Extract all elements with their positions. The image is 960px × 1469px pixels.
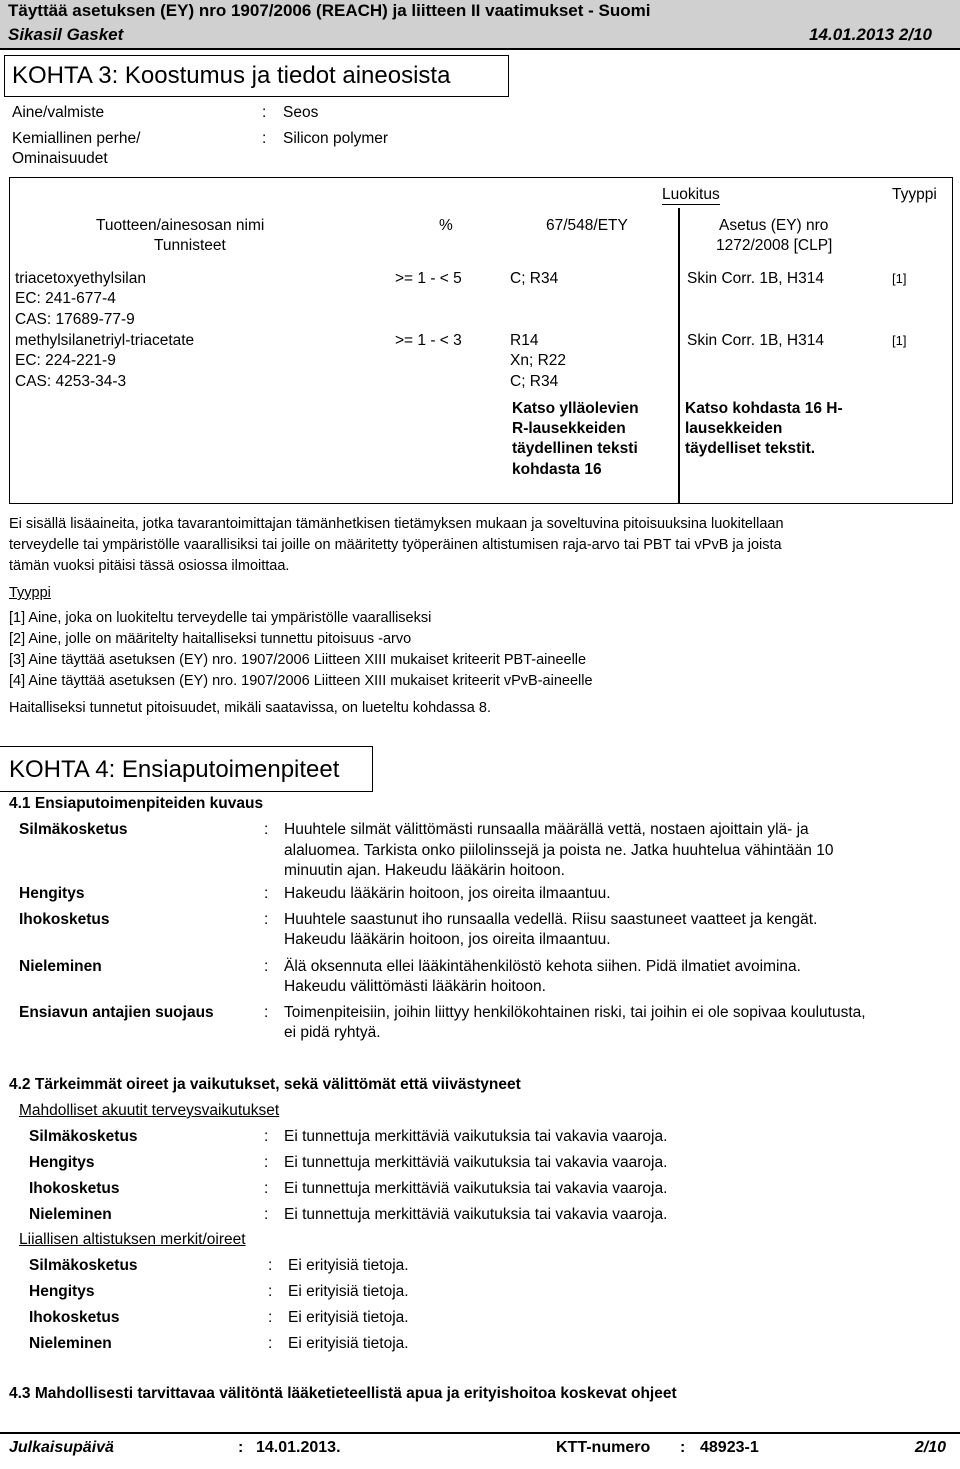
footer-colon: : — [680, 1439, 686, 1456]
col-header-clp: Asetus (EY) nro — [719, 217, 829, 234]
footer-ktt-label: KTT-numero — [556, 1439, 651, 1456]
footer-ktt-value: 48923-1 — [700, 1439, 759, 1456]
measure-label: Ensiavun antajien suojaus — [19, 1004, 214, 1021]
substance-ec: EC: 241-677-4 — [15, 290, 116, 307]
measure-text: Hakeudu välittömästi lääkärin hoitoon. — [284, 978, 546, 995]
measure-text: Hakeudu lääkärin hoitoon, jos oireita ilmaantuu. — [284, 931, 611, 948]
table-divider — [678, 208, 680, 503]
note-67-548: kohdasta 16 — [512, 461, 602, 478]
section3-heading: KOHTA 3: Koostumus ja tiedot aineosista — [12, 62, 451, 89]
substance-name: methylsilanetriyl-triacetate — [15, 332, 195, 349]
substance-r-phrase: R14 — [510, 332, 539, 349]
measure-colon: : — [264, 1004, 269, 1021]
overexposure-label: Silmäkosketus — [29, 1257, 138, 1274]
acute-label: Hengitys — [29, 1154, 95, 1171]
limits-note: Haitalliseksi tunnetut pitoisuudet, mikäli saatavissa, on lueteltu kohdassa 8. — [9, 700, 491, 716]
measure-text: Älä oksennuta ellei lääkintähenkilöstö kehota siihen. Pidä ilmatiet avoimina. — [284, 958, 801, 975]
substance-clp: Skin Corr. 1B, H314 — [687, 270, 824, 287]
substance-name: triacetoxyethylsilan — [15, 270, 146, 287]
acute-label: Silmäkosketus — [29, 1128, 138, 1145]
substance-ec: EC: 224-221-9 — [15, 352, 116, 369]
measure-text: Hakeudu lääkärin hoitoon, jos oireita ilmaantuu. — [284, 885, 611, 902]
subsection-4-3: 4.3 Mahdollisesti tarvittavaa välitöntä lääketieteellistä apua ja erityishoitoa koskevat ohjeet — [9, 1385, 677, 1402]
substance-cas: CAS: 17689-77-9 — [15, 311, 135, 328]
acute-label: Nieleminen — [29, 1206, 112, 1223]
measure-text: minuutin ajan. Hakeudu lääkärin hoitoon. — [284, 862, 565, 879]
measure-label: Ihokosketus — [19, 911, 110, 928]
measure-text: Toimenpiteisiin, joihin liittyy henkilökohtainen riski, tai joihin ei ole sopivaa koulutusta, — [284, 1004, 866, 1021]
field-colon: : — [262, 130, 267, 147]
type-item: [3] Aine täyttää asetuksen (EY) nro. 1907/2006 Liitteen XIII mukaiset kriteerit PBT-aineelle — [9, 652, 587, 668]
field-label-line2: Ominaisuudet — [12, 150, 108, 167]
overexposure-value: Ei erityisiä tietoja. — [288, 1309, 409, 1326]
measure-colon: : — [264, 958, 269, 975]
product-name: Sikasil Gasket — [8, 25, 124, 44]
overexposure-colon: : — [268, 1283, 273, 1300]
section4-heading: KOHTA 4: Ensiaputoimenpiteet — [9, 756, 340, 783]
footer-pub-label: Julkaisupäivä — [9, 1439, 114, 1456]
acute-value: Ei tunnettuja merkittäviä vaikutuksia tai vakavia vaaroja. — [284, 1154, 668, 1171]
measure-text: Huuhtele saastunut iho runsaalla vedellä. Riisu saastuneet vaatteet ja kengät. — [284, 911, 818, 928]
col-header-percent: % — [439, 217, 453, 234]
acute-value: Ei tunnettuja merkittäviä vaikutuksia tai vakavia vaaroja. — [284, 1180, 668, 1197]
col-header-type: Tyyppi — [892, 186, 937, 203]
substance-percent: >= 1 - < 5 — [395, 270, 462, 287]
overexposure-heading: Liiallisen altistuksen merkit/oireet — [19, 1231, 246, 1248]
note-clp: lausekkeiden — [685, 420, 783, 437]
measure-colon: : — [264, 885, 269, 902]
field-label: Aine/valmiste — [12, 104, 105, 121]
subsection-4-1: 4.1 Ensiaputoimenpiteiden kuvaus — [9, 795, 264, 812]
field-value: Silicon polymer — [283, 130, 389, 147]
acute-label: Ihokosketus — [29, 1180, 120, 1197]
overexposure-colon: : — [268, 1257, 273, 1274]
substance-percent: >= 1 - < 3 — [395, 332, 462, 349]
substance-type: [1] — [892, 333, 907, 348]
footer-page: 2/10 — [914, 1439, 946, 1456]
header-rule — [0, 48, 960, 50]
note-67-548: Katso ylläolevien — [512, 400, 639, 417]
document-title: Täyttää asetuksen (EY) nro 1907/2006 (REACH) ja liitteen II vaatimukset - Suomi — [8, 1, 651, 20]
field-label: Kemiallinen perhe/ — [12, 130, 141, 147]
field-value: Seos — [283, 104, 319, 121]
overexposure-label: Ihokosketus — [29, 1309, 120, 1326]
measure-label: Silmäkosketus — [19, 821, 128, 838]
overexposure-colon: : — [268, 1309, 273, 1326]
measure-colon: : — [264, 821, 269, 838]
substance-r-phrase: C; R34 — [510, 373, 559, 390]
footer-rule — [0, 1432, 960, 1434]
acute-colon: : — [264, 1154, 269, 1171]
overexposure-value: Ei erityisiä tietoja. — [288, 1335, 409, 1352]
acute-colon: : — [264, 1180, 269, 1197]
type-item: [4] Aine täyttää asetuksen (EY) nro. 1907/2006 Liitteen XIII mukaiset kriteerit vPvB-aineelle — [9, 673, 593, 689]
substance-type: [1] — [892, 271, 907, 286]
measure-text: ei pidä ryhtyä. — [284, 1024, 381, 1041]
info-paragraph: terveydelle tai ympäristölle vaarallisiksi tai joille on määritetty työperäinen altistumisen raja-arvo tai PBT tai vPvB ja joista — [9, 537, 782, 553]
info-paragraph: tämän vuoksi pitäisi tässä osiossa ilmoittaa. — [9, 558, 290, 574]
substance-clp: Skin Corr. 1B, H314 — [687, 332, 824, 349]
measure-text: Huuhtele silmät välittömästi runsaalla määrällä vettä, nostaen ajoittain ylä- ja — [284, 821, 809, 838]
footer-pub-value: 14.01.2013. — [256, 1439, 341, 1456]
acute-colon: : — [264, 1206, 269, 1223]
type-heading: Tyyppi — [9, 585, 51, 601]
acute-value: Ei tunnettuja merkittäviä vaikutuksia tai vakavia vaaroja. — [284, 1128, 668, 1145]
measure-colon: : — [264, 911, 269, 928]
type-item: [2] Aine, jolle on määritelty haitalliseksi tunnettu pitoisuus -arvo — [9, 631, 412, 647]
note-clp: Katso kohdasta 16 H- — [685, 400, 843, 417]
col-header-clp-2: 1272/2008 [CLP] — [716, 237, 833, 254]
overexposure-colon: : — [268, 1335, 273, 1352]
measure-label: Nieleminen — [19, 958, 102, 975]
col-header-identifiers: Tunnisteet — [154, 237, 226, 254]
col-header-name: Tuotteen/ainesosan nimi — [96, 217, 265, 234]
note-67-548: täydellinen teksti — [512, 440, 638, 457]
acute-colon: : — [264, 1128, 269, 1145]
substance-cas: CAS: 4253-34-3 — [15, 373, 127, 390]
field-colon: : — [262, 104, 267, 121]
header-date-page: 14.01.2013 2/10 — [809, 25, 932, 44]
footer-colon: : — [238, 1439, 244, 1456]
note-clp: täydelliset tekstit. — [685, 440, 816, 457]
info-paragraph: Ei sisällä lisäaineita, jotka tavarantoimittajan tämänhetkisen tietämyksen mukaan ja soveltuvina pitoisuuksina luokitellaan — [9, 516, 784, 532]
substance-r-phrase: Xn; R22 — [510, 352, 567, 369]
overexposure-label: Hengitys — [29, 1283, 95, 1300]
overexposure-value: Ei erityisiä tietoja. — [288, 1257, 409, 1274]
acute-value: Ei tunnettuja merkittäviä vaikutuksia tai vakavia vaaroja. — [284, 1206, 668, 1223]
overexposure-label: Nieleminen — [29, 1335, 112, 1352]
overexposure-value: Ei erityisiä tietoja. — [288, 1283, 409, 1300]
substance-r-phrase: C; R34 — [510, 270, 559, 287]
acute-heading: Mahdolliset akuutit terveysvaikutukset — [19, 1102, 280, 1119]
col-header-luokitus: Luokitus — [662, 186, 720, 203]
measure-label: Hengitys — [19, 885, 85, 902]
type-item: [1] Aine, joka on luokiteltu terveydelle tai ympäristölle vaaralliseksi — [9, 610, 432, 626]
measure-text: alaluomea. Tarkista onko piilolinssejä ja poista ne. Jatka huuhtelua vähintään 10 — [284, 842, 834, 859]
note-67-548: R-lausekkeiden — [512, 420, 626, 437]
subsection-4-2: 4.2 Tärkeimmät oireet ja vaikutukset, sekä välittömät että viivästyneet — [9, 1076, 521, 1093]
col-header-67-548: 67/548/ETY — [546, 217, 628, 234]
